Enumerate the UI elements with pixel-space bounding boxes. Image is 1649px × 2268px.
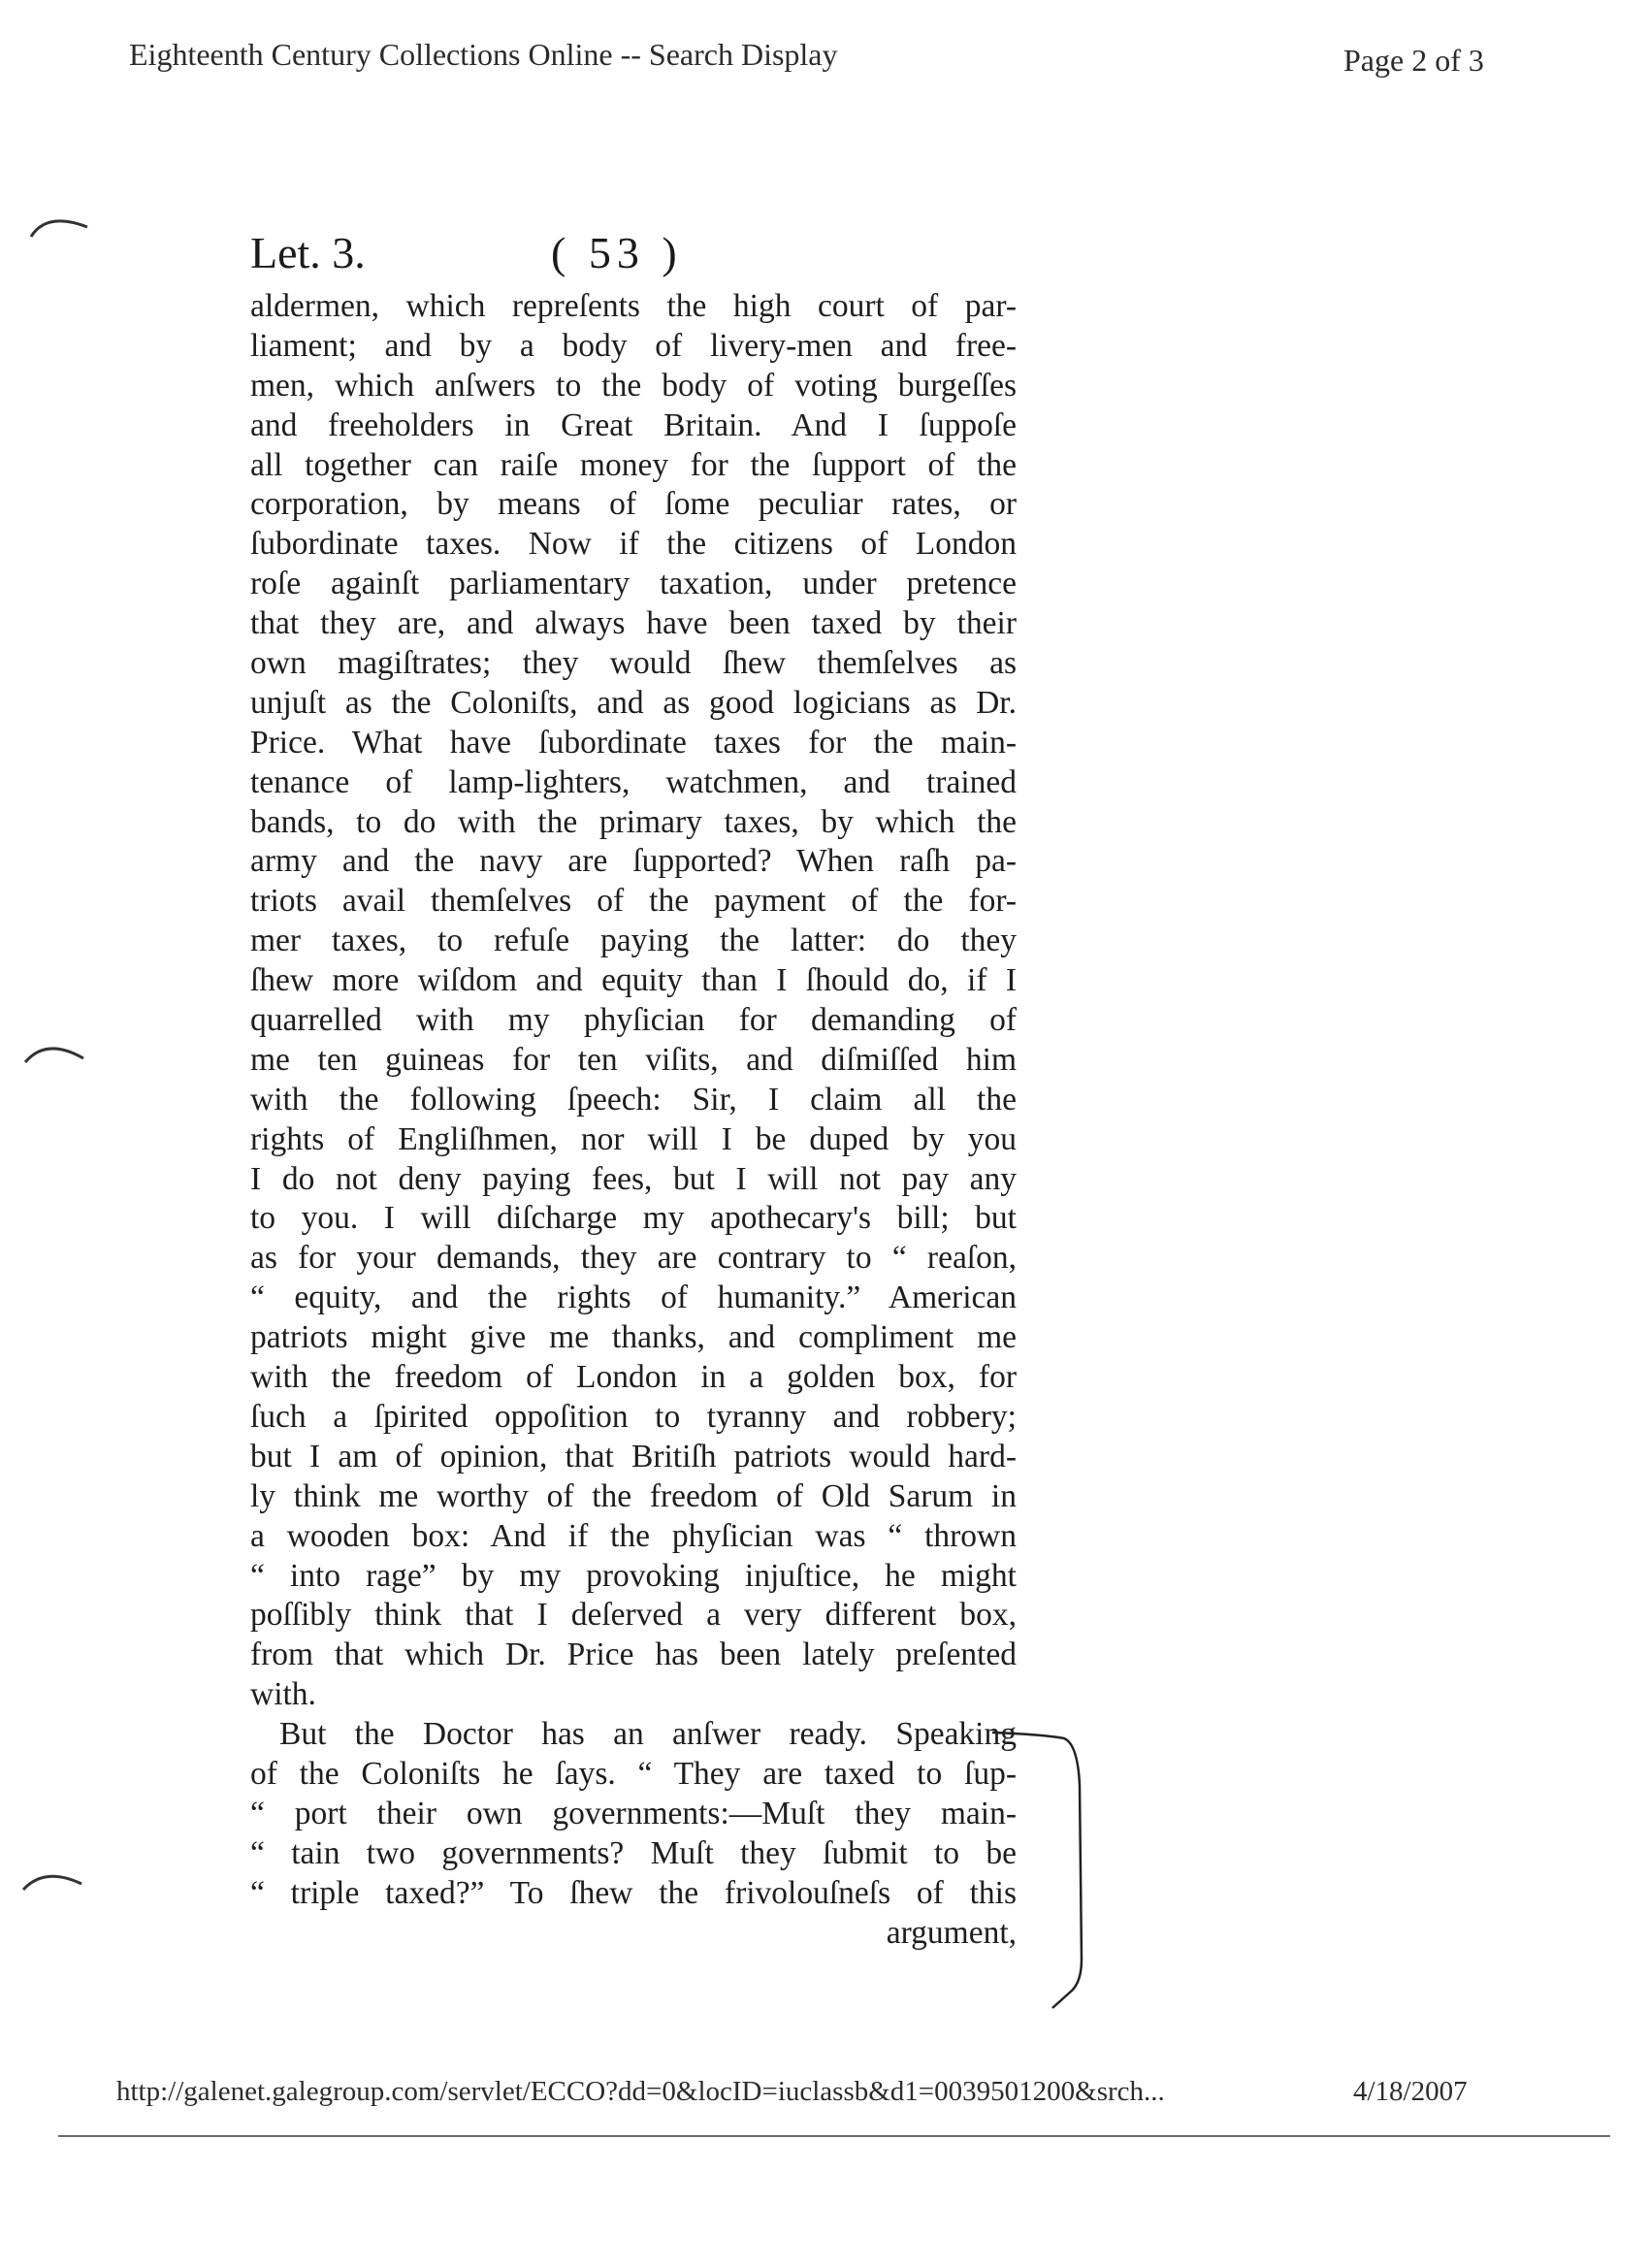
text-line: a wooden box: And if the phyſician was “ thrown xyxy=(250,1517,1017,1554)
text-line: rights of Engliſhmen, nor will I be duped by you xyxy=(250,1120,1017,1157)
footer-url: http://galenet.galegroup.com/servlet/ECCO?dd=0&locID=iuclassb&d1=0039501200&srch... xyxy=(116,2076,1165,2107)
text-line: bands, to do with the primary taxes, by which the xyxy=(250,803,1017,840)
text-line: me ten guineas for ten viſits, and diſmiſſed him xyxy=(250,1041,1017,1078)
text-line: mer taxes, to refuſe paying the latter: do they xyxy=(250,923,1017,959)
text-line: with the following ſpeech: Sir, I claim all the xyxy=(250,1081,1017,1118)
text-line: aldermen, which repreſents the high court of par- xyxy=(250,288,1017,324)
text-line: ſubordinate taxes. Now if the citizens of London xyxy=(250,526,1017,563)
text-line: quarrelled with my phyſician for demanding of xyxy=(250,1002,1017,1039)
text-line: army and the navy are ſupported? When raſh pa- xyxy=(250,843,1017,880)
text-line: but I am of opinion, that Britiſh patriots would hard- xyxy=(250,1438,1017,1474)
text-line: men, which anſwers to the body of voting burgeſſes xyxy=(250,367,1017,404)
text-line: corporation, by means of ſome peculiar rates, or xyxy=(250,486,1017,523)
catchword: argument, xyxy=(886,1914,1017,1951)
text-line: to you. I will diſcharge my apothecary's bill; but xyxy=(250,1200,1017,1237)
text-line: and freeholders in Great Britain. And I ſuppoſe xyxy=(250,406,1017,443)
footer-divider xyxy=(58,2135,1610,2137)
text-line: as for your demands, they are contrary to “ reaſon, xyxy=(250,1240,1017,1277)
text-line: But the Doctor has an anſwer ready. Speaking xyxy=(279,1716,1017,1753)
running-head xyxy=(250,227,1026,285)
text-line: “ tain two governments? Muſt they ſubmit to be xyxy=(250,1834,1017,1871)
running-head-letter: Let. 3. xyxy=(250,228,366,277)
text-line: “ into rage” by my provoking injuſtice, he might xyxy=(250,1557,1017,1594)
text-line: ly think me worthy of the freedom of Old Sarum in xyxy=(250,1477,1017,1514)
header-title: Eighteenth Century Collections Online -- Search Display xyxy=(129,37,838,72)
text-line: own magiſtrates; they would ſhew themſelves as xyxy=(250,645,1017,682)
page-body-text xyxy=(250,287,1017,1953)
text-line: patriots might give me thanks, and compliment me xyxy=(250,1319,1017,1356)
running-head-page-number: ( 53 ) xyxy=(551,228,683,277)
text-line: with. xyxy=(250,1676,316,1713)
header-page-indicator: Page 2 of 3 xyxy=(1343,43,1484,78)
text-line: tenance of lamp-lighters, watchmen, and trained xyxy=(250,763,1017,800)
text-line: unjuſt as the Coloniſts, and as good logicians as Dr. xyxy=(250,684,1017,721)
punch-hole-mark-bottom xyxy=(19,1861,87,1899)
text-line: “ equity, and the rights of humanity.” American xyxy=(250,1280,1017,1316)
text-line: of the Coloniſts he ſays. “ They are taxed to ſup- xyxy=(250,1755,1017,1792)
text-line: ſuch a ſpirited oppoſition to tyranny and robbery; xyxy=(250,1398,1017,1435)
text-line: from that which Dr. Price has been lately preſented xyxy=(250,1636,1017,1673)
text-line: that they are, and always have been taxed by their xyxy=(250,605,1017,642)
text-line: ſhew more wiſdom and equity than I ſhould do, if I xyxy=(250,962,1017,999)
text-line: with the freedom of London in a golden box, for xyxy=(250,1359,1017,1396)
text-line: all together can raiſe money for the ſupport of the xyxy=(250,446,1017,483)
text-line: triots avail themſelves of the payment of the for- xyxy=(250,883,1017,920)
footer-date: 4/18/2007 xyxy=(1353,2076,1468,2107)
text-line: “ port their own governments:—Muſt they main- xyxy=(250,1795,1017,1831)
handwritten-bracket-mark xyxy=(985,1727,1091,2018)
text-line: liament; and by a body of livery-men and free- xyxy=(250,327,1017,364)
text-line: roſe againſt parliamentary taxation, under pretence xyxy=(250,566,1017,602)
punch-hole-mark-top xyxy=(27,206,95,244)
text-line: I do not deny paying fees, but I will not pay any xyxy=(250,1160,1017,1197)
text-line: Price. What have ſubordinate taxes for the main- xyxy=(250,724,1017,761)
punch-hole-mark-middle xyxy=(21,1033,89,1072)
text-line: “ triple taxed?” To ſhew the frivolouſneſs of this xyxy=(250,1874,1017,1911)
text-line: poſſibly think that I deſerved a very different box, xyxy=(250,1597,1017,1634)
